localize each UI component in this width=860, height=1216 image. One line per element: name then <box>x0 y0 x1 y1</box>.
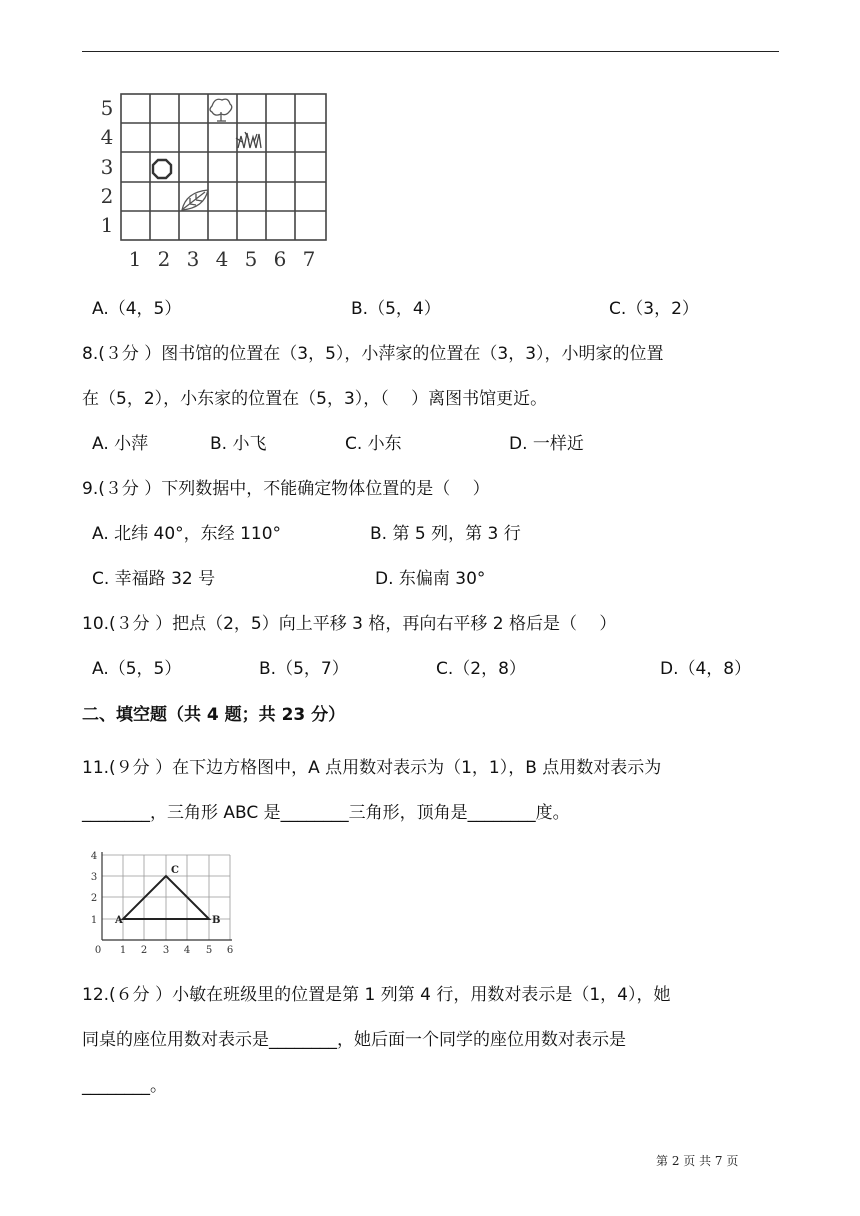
grass-icon <box>236 132 261 148</box>
row-label: 3 <box>100 155 114 179</box>
col-label: 3 <box>186 247 200 271</box>
question-11-line1: 11.(９分 ）在下边方格图中，A 点用数对表示为（1，1），B 点用数对表示为 <box>82 758 662 778</box>
row-label: 2 <box>100 184 114 208</box>
question-11-line2: ________，三角形 ABC 是________三角形，顶角是________度。 <box>82 803 570 823</box>
option-d[interactable]: D. 一样近 <box>509 434 584 454</box>
option-c[interactable]: C. 小东 <box>345 434 402 454</box>
option-c[interactable]: C. 幸福路 32 号 <box>92 569 216 589</box>
col-label: 1 <box>128 247 142 271</box>
x-axis-label: 1 <box>119 945 127 956</box>
point-label-a: A <box>115 915 123 926</box>
option-a[interactable]: A.（5，5） <box>92 659 182 679</box>
point-label-c: C <box>171 865 179 876</box>
col-label: 6 <box>273 247 287 271</box>
leaf-icon <box>182 190 208 210</box>
y-axis-label: 1 <box>90 915 98 926</box>
question-8-line1: 8.(３分 ）图书馆的位置在（3，5），小萍家的位置在（3，3），小明家的位置 <box>82 344 664 364</box>
row-label: 4 <box>100 125 114 149</box>
question-9-line1: 9.(３分 ）下列数据中，不能确定物体位置的是（ ） <box>82 479 490 499</box>
question-12-line2: 同桌的座位用数对表示是________，她后面一个同学的座位用数对表示是 <box>82 1030 626 1050</box>
triangle-grid-figure <box>86 846 238 958</box>
col-label: 7 <box>302 247 316 271</box>
x-axis-label: 5 <box>205 945 213 956</box>
question-8-line2: 在（5，2），小东家的位置在（5，3），（ ）离图书馆更近。 <box>82 389 548 409</box>
option-a[interactable]: A.（4，5） <box>92 299 182 319</box>
option-c[interactable]: C.（3，2） <box>609 299 699 319</box>
col-label: 2 <box>157 247 171 271</box>
header-rule <box>82 51 779 52</box>
question-12-line1: 12.(６分 ）小敏在班级里的位置是第 1 列第 4 行，用数对表示是（1，4），她 <box>82 985 671 1005</box>
option-b[interactable]: B. 第 5 列，第 3 行 <box>370 524 521 544</box>
x-axis-label: 0 <box>94 945 102 956</box>
question-12-line3: ________。 <box>82 1076 167 1096</box>
question-10-line1: 10.(３分 ）把点（2，5）向上平移 3 格，再向右平移 2 格后是（ ） <box>82 614 617 634</box>
option-b[interactable]: B.（5，4） <box>351 299 441 319</box>
option-a[interactable]: A. 北纬 40°，东经 110° <box>92 524 282 544</box>
y-axis-label: 4 <box>90 851 98 862</box>
y-axis-label: 2 <box>90 893 98 904</box>
x-axis-label: 6 <box>226 945 234 956</box>
tree-icon <box>210 99 232 121</box>
option-d[interactable]: D.（4，8） <box>660 659 752 679</box>
row-label: 1 <box>100 213 114 237</box>
option-c[interactable]: C.（2，8） <box>436 659 526 679</box>
section-heading: 二、填空题（共 4 题；共 23 分） <box>82 705 346 725</box>
point-label-b: B <box>212 915 221 926</box>
grid-figure-q7 <box>95 88 335 273</box>
page-number: 第 2 页 共 7 页 <box>656 1154 739 1168</box>
option-b[interactable]: B.（5，7） <box>259 659 349 679</box>
option-a[interactable]: A. 小萍 <box>92 434 149 454</box>
octagon-icon <box>153 160 171 178</box>
x-axis-label: 4 <box>183 945 191 956</box>
y-axis-label: 3 <box>90 872 98 883</box>
x-axis-label: 3 <box>162 945 170 956</box>
col-label: 4 <box>215 247 229 271</box>
col-label: 5 <box>244 247 258 271</box>
row-label: 5 <box>100 96 114 120</box>
option-d[interactable]: D. 东偏南 30° <box>375 569 486 589</box>
x-axis-label: 2 <box>140 945 148 956</box>
option-b[interactable]: B. 小飞 <box>210 434 267 454</box>
